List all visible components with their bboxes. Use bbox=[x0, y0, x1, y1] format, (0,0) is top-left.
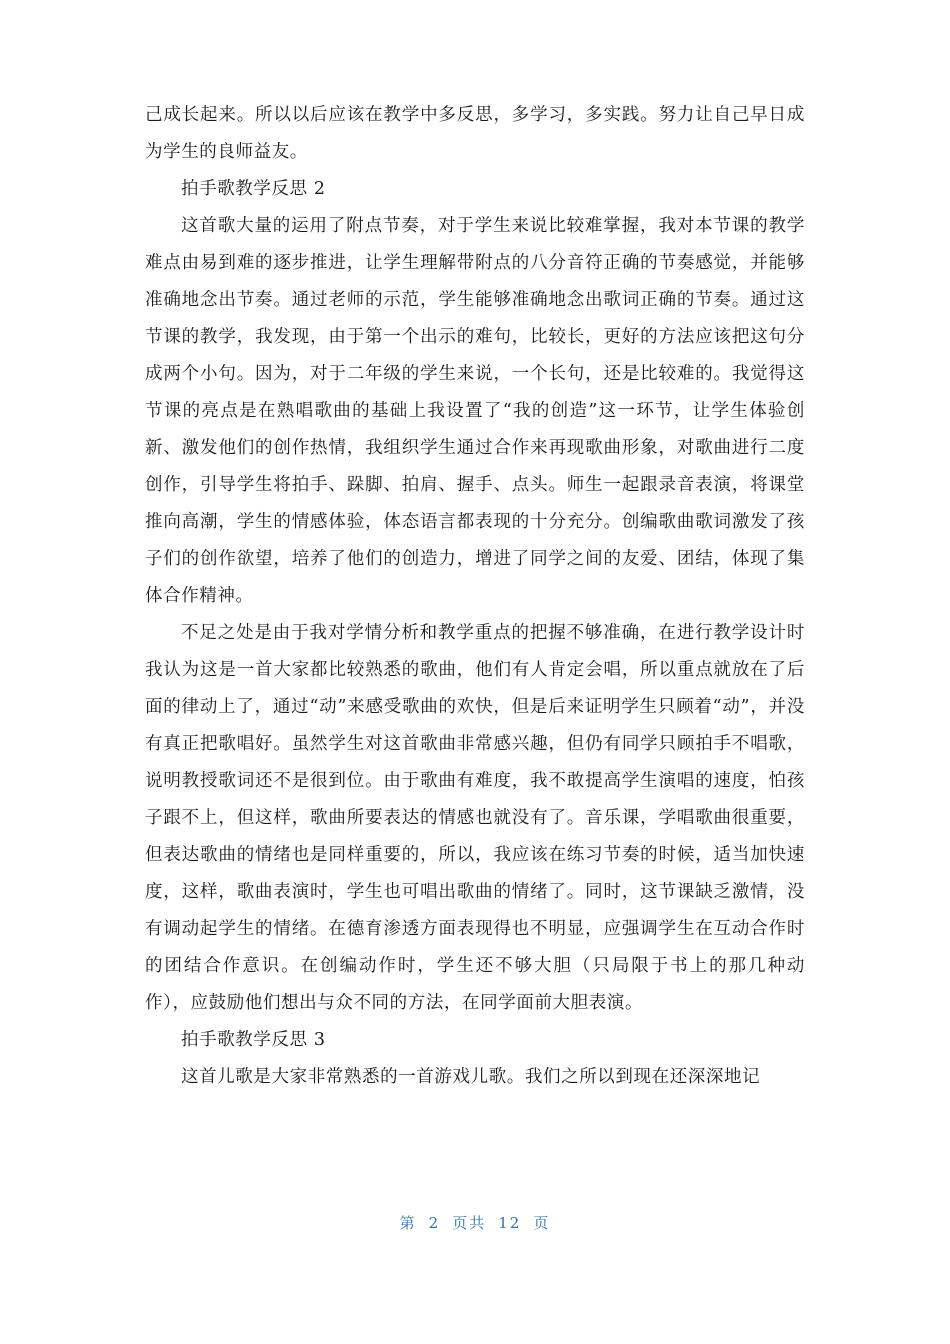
paragraph-4: 这首儿歌是大家非常熟悉的一首游戏儿歌。我们之所以到现在还深深地记 bbox=[181, 1067, 761, 1087]
footer-label-page: 第 bbox=[399, 1214, 417, 1232]
page-footer bbox=[0, 1212, 950, 1233]
document-body bbox=[145, 97, 805, 1096]
paragraph-3: 不足之处是由于我对学情分析和教学重点的把握不够准确，在进行教学设计时我认为这是一首大家都比较熟悉的歌曲，他们有人肯定会唱，所以重点就放在了后面的律动上了，通过“动”来感受歌曲的欢快，但是后来证明学生只顾着“动”，并没有真正把歌唱好。虽然学生对这首歌曲非常感兴趣，但仍有同学只顾拍手不唱歌，说明教授歌词还不是很到位。由于歌曲有难度，我不敢提高学生演唱的速度，怕孩子跟不上，但这样，歌曲所要表达的情感也就没有了。音乐课，学唱歌曲很重要，但表达歌曲的情绪也是同样重要的，所以，我应该在练习节奏的时候，适当加快速度，这样，歌曲表演时，学生也可唱出歌曲的情绪了。同时，这节课缺乏激情，没有调动起学生的情绪。在德育渗透方面表现得也不明显，应强调学生在互动合作时的团结合作意识。在创编动作时，学生还不够大胆（只局限于书上的那几种动作），应鼓励他们想出与众不同的方法，在同学面前大胆表演。 bbox=[145, 623, 805, 1013]
section-heading-3: 拍手歌教学反思 3 bbox=[181, 1030, 326, 1050]
section-heading-2: 拍手歌教学反思 2 bbox=[181, 179, 326, 199]
footer-label-end: 页 bbox=[533, 1214, 551, 1232]
footer-current-page: 2 bbox=[428, 1214, 441, 1232]
footer-label-of: 页共 bbox=[452, 1214, 487, 1232]
paragraph-2: 这首歌大量的运用了附点节奏，对于学生来说比较难掌握，我对本节课的教学难点由易到难的逐步推进，让学生理解带附点的八分音符正确的节奏感觉，并能够准确地念出节奏。通过老师的示范，学生能够准确地念出歌词正确的节奏。通过这节课的教学，我发现，由于第一个出示的难句，比较长，更好的方法应该把这句分成两个小句。因为，对于二年级的学生来说，一个长句，还是比较难的。我觉得这节课的亮点是在熟唱歌曲的基础上我设置了“我的创造”这一环节，让学生体验创新、激发他们的创作热情，我组织学生通过合作来再现歌曲形象，对歌曲进行二度创作，引导学生将拍手、跺脚、拍肩、握手、点头。师生一起跟录音表演，将课堂推向高潮，学生的情感体验，体态语言都表现的十分充分。创编歌曲歌词激发了孩子们的创作欲望，培养了他们的创造力，增进了同学之间的友爱、团结，体现了集体合作精神。 bbox=[145, 216, 805, 606]
footer-total-pages: 12 bbox=[498, 1214, 522, 1232]
paragraph-1: 己成长起来。所以以后应该在教学中多反思，多学习，多实践。努力让自己早日成为学生的良师益友。 bbox=[145, 105, 805, 162]
